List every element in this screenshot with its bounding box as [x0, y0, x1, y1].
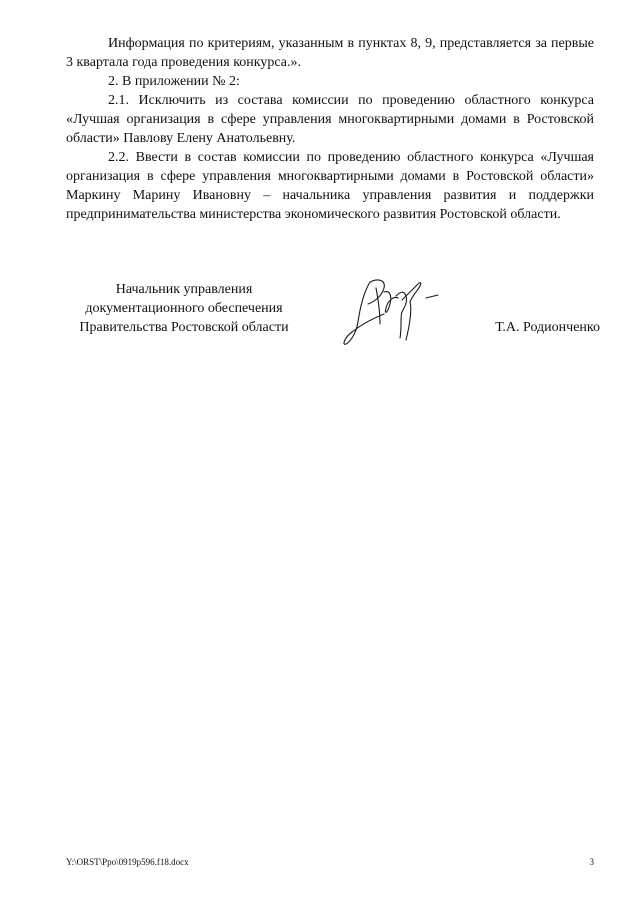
- signatory-title: [60, 280, 308, 337]
- paragraph-appendix-2: 2. В приложении № 2:: [108, 74, 240, 89]
- paragraph-criteria-info: Информация по критериям, указанным в пунктах 8, 9, представляется за первые 3 квартала года проведения конкурса.».: [66, 36, 594, 70]
- document-body: [66, 34, 594, 224]
- signatory-title-line: документационного обеспечения: [85, 301, 283, 316]
- footer-page-number: 3: [589, 857, 594, 867]
- footer-file-path: Y:\ORST\Ppo\0919p596.f18.docx: [66, 857, 189, 867]
- paragraph-exclude-member: 2.1. Исключить из состава комиссии по проведению областного конкурса «Лучшая организация в сфере управления многоквартирными домами в Ростовской области» Павлову Елену Анатольевну.: [66, 93, 594, 146]
- handwritten-signature-icon: [340, 268, 450, 358]
- signature-block: [60, 280, 600, 360]
- signatory-name: Т.А. Родионченко: [495, 320, 600, 335]
- paragraph-include-member: 2.2. Ввести в состав комиссии по проведению областного конкурса «Лучшая организация в сфере управления многоквартирными домами в Ростовской области» Маркину Марину Ивановну – начальника управления развития и поддержки предпринимательства министерства экономического развития Ростовской области.: [66, 150, 594, 222]
- signatory-title-line: Начальник управления: [115, 282, 253, 297]
- signatory-title-line: Правительства Ростовской области: [79, 320, 289, 335]
